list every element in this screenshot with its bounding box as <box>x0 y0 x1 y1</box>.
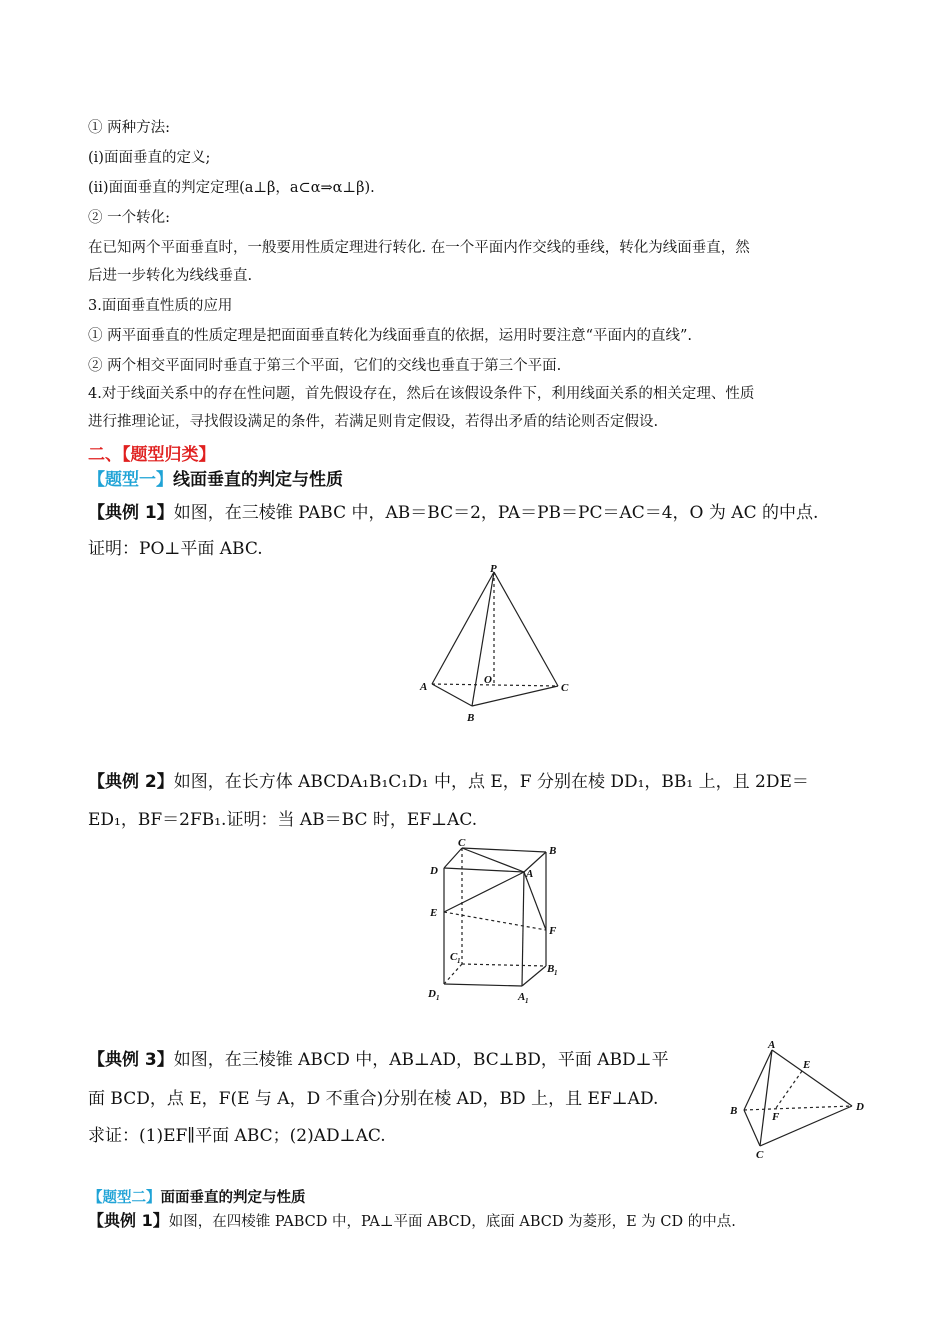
fig2-label-c: C <box>458 837 466 849</box>
figure-pyramid-pabc <box>410 560 590 730</box>
fig2-label-d1-sub: 1 <box>436 994 440 1002</box>
note-line-4: ② 一个转化: <box>88 210 170 226</box>
section-prefix: 二、 <box>88 445 122 465</box>
fig2-label-c1: C <box>450 951 458 963</box>
note-line-8: ① 两平面垂直的性质定理是把面面垂直转化为线面垂直的依据，运用时要注意“平面内的直线”. <box>88 328 693 344</box>
ex3-line1 <box>88 1045 669 1070</box>
ex3-line2: 面 BCD，点 E，F(E 与 A，D 不重合)分别在棱 AD，BD 上，且 EF⊥AD. <box>88 1089 659 1109</box>
ex4-text: 如图，在四棱锥 PABCD 中，PA⊥平面 ABCD，底面 ABCD 为菱形，E 为 CD 的中点. <box>168 1214 736 1230</box>
fig2-label-b1-sub: 1 <box>554 969 558 977</box>
note-line-10: 4.对于线面关系中的存在性问题，首先假设存在，然后在该假设条件下，利用线面关系的相关定理、性质 <box>88 386 755 402</box>
fig2-label-a1: A <box>518 991 526 1003</box>
note-line-1: ① 两种方法: <box>88 120 170 136</box>
fig1-label-b: B <box>467 712 475 724</box>
section-title: 【题型归类】 <box>122 445 216 465</box>
fig3-label-a: A <box>768 1039 776 1051</box>
note-line-2: (ⅰ)面面垂直的定义; <box>88 150 211 166</box>
section-heading <box>88 440 216 465</box>
ex1-line1 <box>88 498 818 523</box>
fig3-label-b: B <box>730 1105 738 1117</box>
type1-heading <box>88 465 343 490</box>
fig3-label-e: E <box>803 1059 811 1071</box>
figure-tetrahedron-abcd <box>724 1034 874 1164</box>
fig2-label-c1-sub: 1 <box>457 957 461 965</box>
fig3-label-f: F <box>772 1111 780 1123</box>
ex4-line1 <box>88 1208 736 1231</box>
type1-tag: 【题型一】 <box>88 470 173 490</box>
fig2-label-d: D <box>430 865 438 877</box>
ex2-text: 如图，在长方体 ABCDA₁B₁C₁D₁ 中，点 E，F 分别在棱 DD₁，BB₁ 上，且 2DE＝ <box>173 772 809 792</box>
ex2-line1 <box>88 767 809 792</box>
type2-title: 面面垂直的判定与性质 <box>160 1190 306 1206</box>
type1-title: 线面垂直的判定与性质 <box>173 470 343 490</box>
fig2-label-e: E <box>430 907 438 919</box>
note-line-9: ② 两个相交平面同时垂直于第三个平面，它们的交线也垂直于第三个平面. <box>88 358 562 374</box>
ex1-text: 如图，在三棱锥 PABC 中，AB＝BC＝2，PA＝PB＝PC＝AC＝4，O 为 AC 的中点. <box>173 503 819 523</box>
fig3-label-c: C <box>756 1149 764 1161</box>
note-line-5: 在已知两个平面垂直时，一般要用性质定理进行转化. 在一个平面内作交线的垂线，转化为线面垂直，然 <box>88 240 750 256</box>
fig2-label-d1: D <box>428 988 436 1000</box>
ex3-line3: 求证：(1)EF∥平面 ABC；(2)AD⊥AC. <box>88 1126 386 1146</box>
ex2-line2: ED₁，BF＝2FB₁.证明：当 AB＝BC 时，EF⊥AC. <box>88 810 478 830</box>
ex3-text: 如图，在三棱锥 ABCD 中，AB⊥AD，BC⊥BD，平面 ABD⊥平 <box>173 1050 669 1070</box>
note-line-7: 3.面面垂直性质的应用 <box>88 298 233 314</box>
ex2-tag: 【典例 2】 <box>88 772 174 792</box>
fig2-label-a1-sub: 1 <box>525 997 529 1005</box>
fig1-label-a: A <box>420 681 428 693</box>
fig1-label-p: P <box>490 563 497 575</box>
note-line-3: (ⅱ)面面垂直的判定定理(a⊥β，a⊂α⇒α⊥β). <box>88 180 375 196</box>
ex1-tag: 【典例 1】 <box>88 503 174 523</box>
ex3-tag: 【典例 3】 <box>88 1050 174 1070</box>
note-line-11: 进行推理论证，寻找假设满足的条件，若满足则肯定假设，若得出矛盾的结论则否定假设. <box>88 414 659 430</box>
fig3-label-d: D <box>856 1101 864 1113</box>
type2-heading <box>88 1186 306 1207</box>
note-line-6: 后进一步转化为线线垂直. <box>88 268 253 284</box>
fig2-label-f: F <box>549 925 557 937</box>
ex1-line2: 证明：PO⊥平面 ABC. <box>88 539 263 559</box>
fig2-label-a: A <box>526 868 534 880</box>
ex4-tag: 【典例 1】 <box>88 1211 169 1230</box>
fig2-label-b: B <box>549 845 557 857</box>
figure-cuboid <box>420 834 570 1008</box>
fig2-label-b1: B <box>547 963 555 975</box>
fig1-label-c: C <box>561 682 569 694</box>
fig1-label-o: O <box>484 674 492 686</box>
type2-tag: 【题型二】 <box>88 1190 161 1206</box>
